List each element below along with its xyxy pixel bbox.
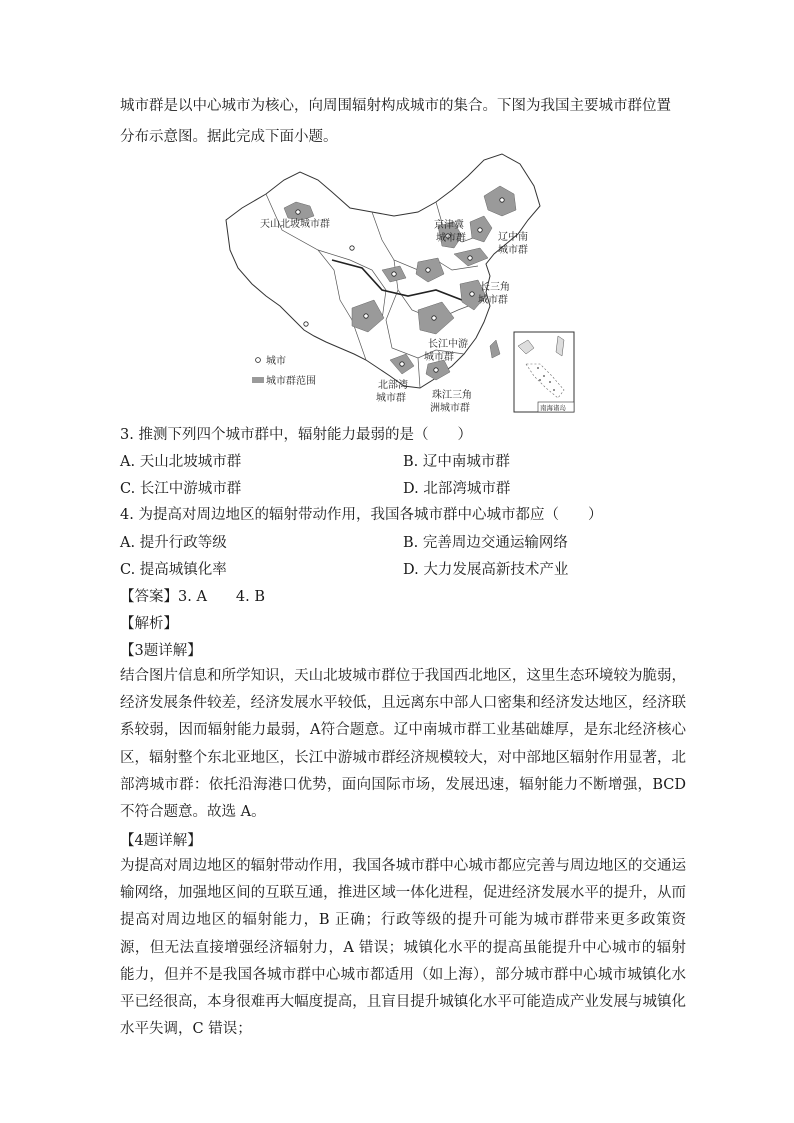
label-nanhai: 南海诸岛 — [540, 404, 566, 412]
south-china-sea-inset — [514, 332, 574, 412]
legend-city-label: 城市 — [266, 356, 286, 367]
city-dot — [364, 314, 368, 318]
map-legend — [252, 354, 316, 387]
range-taiwan — [490, 340, 500, 358]
city-dot — [434, 368, 438, 372]
label-liaozhongnan-1: 辽中南 — [498, 232, 528, 243]
detail-4-text: 为提高对周边地区的辐射带动作用，我国各城市群中心城市都应完善与周边地区的交通运输网络，加强地区间的互联互通，推进区域一体化进程，促进经济发展水平的提升，从而提高对周边地区的辐射能力，B 正确；行政等级的提升可能为城市群带来更多政策资源，但无法直接增强经济辐射力，A 错误；城镇化水平的提高虽能提升中心城市的辐射能力，但并不是我国各城市群中心城市都适用（如上海），部分城市群中心城市城镇化水平已经很高，本身很难再大幅度提高，且盲目提升城镇化水平可能造成产业发展与城镇化水平失调，C 错误； — [120, 858, 686, 1038]
city-dot — [296, 210, 300, 214]
china-city-cluster-map — [222, 150, 582, 414]
intro-text: 城市群是以中心城市为核心，向周围辐射构成城市的集合。下图为我国主要城市群位置分布示意图。据此完成下面小题。 — [120, 98, 671, 145]
city-dot — [468, 256, 472, 260]
label-zhujiang-1: 珠江三角 — [432, 390, 472, 401]
label-changsanjiao-1: 长三角 — [480, 282, 510, 293]
q4-option-b: B. 完善周边交通运输网络 — [403, 535, 568, 551]
city-dot — [426, 268, 430, 272]
city-dot — [400, 362, 404, 366]
city-dot — [500, 198, 504, 202]
label-changjiang-2: 城市群 — [424, 352, 454, 363]
q3-option-c: C. 长江中游城市群 — [120, 481, 242, 497]
city-dot — [350, 246, 354, 250]
q4-option-a: A. 提升行政等级 — [120, 535, 227, 551]
label-beibuwan-2: 城市群 — [376, 393, 406, 404]
city-dot — [432, 316, 436, 320]
legend-range-swatch — [252, 377, 264, 383]
city-dot — [478, 228, 482, 232]
q3-option-b: B. 辽中南城市群 — [403, 454, 510, 470]
label-liaozhongnan-2: 城市群 — [498, 245, 528, 256]
legend-range-label: 城市群范围 — [266, 376, 316, 387]
label-jingjinji-1: 京津冀 — [434, 220, 464, 231]
label-zhujiang-2: 洲城市群 — [430, 403, 470, 414]
detail-3-text: 结合图片信息和所学知识，天山北坡城市群位于我国西北地区，这里生态环境较为脆弱，经济发展条件较差，经济发展水平较低，且远离东中部人口密集和经济发达地区，经济联系较弱，因而辐射能力最弱，A符合题意。辽中南城市群工业基础雄厚，是东北经济核心区，辐射整个东北亚地区，长江中游城市群经济规模较大，对中部地区辐射作用显著，北部湾城市群：依托沿海港口优势，面向国际市场，发展迅速，辐射能力不断增强，BCD 不符合题意。故选 A。 — [120, 668, 686, 821]
label-beibuwan-1: 北部湾 — [378, 380, 408, 391]
q4-option-d: D. 大力发展高新技术产业 — [403, 562, 569, 578]
question-3-stem: 3. 推测下列四个城市群中，辐射能力最弱的是（ ） — [120, 427, 472, 443]
answer-line: 【答案】3. A 4. B — [120, 589, 266, 605]
question-4-stem: 4. 为提高对周边地区的辐射带动作用，我国各城市群中心城市都应（ ） — [120, 507, 603, 523]
city-dot — [392, 272, 396, 276]
city-dot — [304, 322, 308, 326]
label-tianshan: 天山北坡城市群 — [260, 219, 330, 230]
detail-4-heading: 【4题详解】 — [120, 833, 202, 849]
label-changjiang-1: 长江中游 — [428, 339, 468, 350]
q3-option-d: D. 北部湾城市群 — [403, 481, 511, 497]
label-changsanjiao-2: 城市群 — [478, 295, 508, 306]
q4-option-c: C. 提高城镇化率 — [120, 562, 227, 578]
detail-3-heading: 【3题详解】 — [120, 643, 202, 659]
q3-option-a: A. 天山北坡城市群 — [120, 454, 242, 470]
label-jingjinji-2: 城市群 — [436, 233, 466, 244]
analysis-heading: 【解析】 — [120, 616, 178, 632]
legend-city-dot — [256, 358, 261, 363]
city-dot — [470, 292, 474, 296]
